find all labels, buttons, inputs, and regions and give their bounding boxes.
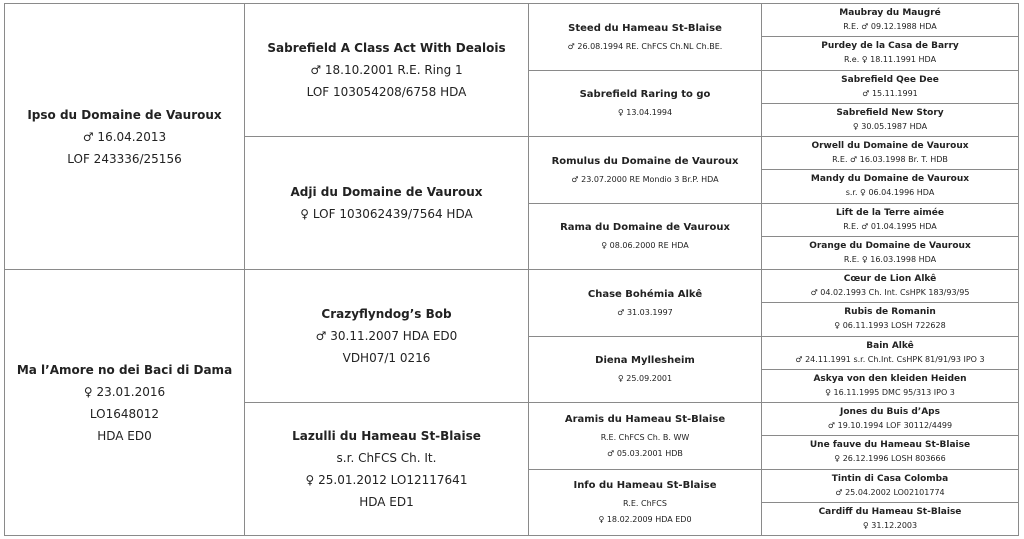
dog-details: ♀ 30.05.1987 HDA [852, 121, 928, 131]
dog-cell-tintin-di-casa-colomba [762, 469, 1019, 502]
pedigree-row [5, 4, 1019, 37]
dog-name: Crazyflyndog’s Bob [321, 307, 452, 321]
dog-details: ♂ 19.10.1994 LOF 30112/4499 [827, 421, 953, 431]
dog-cell-romulus-du-domaine-de-vauroux [529, 137, 762, 204]
dog-name: Steed du Hameau St-Blaise [568, 22, 722, 34]
dog-details: HDA ED0 [97, 428, 152, 443]
dog-name: Cœur de Lion Alkê [843, 274, 937, 285]
dog-cell-rama-du-domaine-de-vauroux [529, 203, 762, 270]
dog-details: ♂ 26.08.1994 RE. ChFCS Ch.NL Ch.BE. [567, 41, 723, 51]
dog-name: Ipso du Domaine de Vauroux [27, 107, 222, 122]
dog-name: Maubray du Maugré [839, 8, 941, 19]
dog-details: ♂ 05.03.2001 HDB [607, 448, 683, 458]
dog-name: Rubis de Romanin [844, 307, 936, 318]
dog-name: Info du Hameau St-Blaise [573, 480, 717, 492]
dog-details: ♀ LOF 103062439/7564 HDA [300, 207, 473, 221]
dog-name: Orwell du Domaine de Vauroux [811, 141, 969, 152]
dog-name: Aramis du Hameau St-Blaise [564, 413, 726, 425]
dog-name: Bain Alkê [866, 340, 914, 351]
dog-cell-steed-du-hameau-st-blaise [529, 4, 762, 71]
dog-cell-aramis-du-hameau-st-blaise [529, 403, 762, 470]
dog-cell-orwell-du-domaine-de-vauroux [762, 137, 1019, 170]
dog-details: ♂ 31.03.1997 [617, 307, 673, 317]
dog-cell-mandy-du-domaine-de-vauroux [762, 170, 1019, 203]
dog-details: s.r. ChFCS Ch. It. [336, 451, 437, 465]
dog-details: VDH07/1 0216 [342, 351, 431, 365]
dog-details: LO1648012 [89, 406, 160, 421]
dog-details: ♀ 26.12.1996 LOSH 803666 [834, 454, 946, 464]
pedigree-table [4, 3, 1019, 536]
dog-details: HDA ED1 [359, 495, 414, 509]
dog-details: ♀ 08.06.2000 RE HDA [601, 241, 689, 251]
dog-details: R.E. ♂ 01.04.1995 HDA [843, 221, 937, 231]
dog-details: ♂ 15.11.1991 [862, 88, 918, 98]
dog-cell-sabrefield-qee-dee [762, 70, 1019, 103]
dog-details: R.E. ChFCS Ch. B. WW [600, 432, 690, 442]
dog-details: R.E. ♀ 16.03.1998 HDA [843, 254, 937, 264]
dog-details: ♀ 31.12.2003 [862, 520, 918, 530]
dog-cell-une-fauve-du-hameau-st-blaise [762, 436, 1019, 469]
dog-cell-orange-du-domaine-de-vauroux [762, 236, 1019, 269]
dog-name: Lift de la Terre aimée [835, 207, 945, 218]
dog-name: Mandy du Domaine de Vauroux [810, 174, 970, 185]
dog-cell-purdey-de-la-casa-de-barry [762, 37, 1019, 70]
dog-cell-diena-myllesheim [529, 336, 762, 403]
dog-name: Adji du Domaine de Vauroux [290, 185, 483, 199]
dog-details: LOF 103054208/6758 HDA [306, 85, 467, 99]
dog-details: ♀ 06.11.1993 LOSH 722628 [834, 321, 946, 331]
dog-name: Sabrefield New Story [836, 107, 944, 118]
dog-details: R.E. ♂ 16.03.1998 Br. T. HDB [832, 155, 948, 165]
dog-cell-jones-du-buis-d-aps [762, 403, 1019, 436]
dog-details: ♀ 18.02.2009 HDA ED0 [598, 515, 692, 525]
dog-name: Chase Bohémia Alkê [587, 288, 703, 300]
dog-name: Cardiff du Hameau St-Blaise [818, 506, 962, 517]
dog-cell-sabrefield-new-story [762, 103, 1019, 136]
dog-name: Lazulli du Hameau St-Blaise [292, 429, 481, 443]
dog-cell-cardiff-du-hameau-st-blaise [762, 502, 1019, 535]
dog-cell-crazyflyndog-s-bob [245, 270, 529, 403]
dog-details: ♀ 16.11.1995 DMC 95/313 IPO 3 [825, 387, 955, 397]
dog-name: Rama du Domaine de Vauroux [560, 222, 730, 234]
dog-name: Sabrefield A Class Act With Dealois [267, 41, 506, 55]
dog-name: Sabrefield Qee Dee [841, 74, 939, 85]
dog-name: Ma l’Amore no dei Baci di Dama [16, 362, 233, 377]
dog-details: ♀ 25.01.2012 LO12117641 [305, 473, 468, 487]
dog-details: ♀ 13.04.1994 [617, 108, 673, 118]
dog-details: ♂ 30.11.2007 HDA ED0 [315, 329, 458, 343]
dog-cell-chase-bohemia-alke [529, 270, 762, 337]
dog-cell-ma-l-amore-no-dei-baci-di-dama [5, 270, 245, 536]
dog-name: Orange du Domaine de Vauroux [809, 240, 971, 251]
dog-cell-rubis-de-romanin [762, 303, 1019, 336]
dog-details: R.e. ♀ 18.11.1991 HDA [843, 55, 937, 65]
dog-cell-info-du-hameau-st-blaise [529, 469, 762, 536]
dog-name: Purdey de la Casa de Barry [821, 41, 959, 52]
dog-name: Diena Myllesheim [595, 355, 695, 367]
dog-name: Sabrefield Raring to go [579, 89, 711, 101]
dog-name: Askya von den kleiden Heiden [813, 373, 967, 384]
dog-cell-maubray-du-maugre [762, 4, 1019, 37]
dog-cell-lazulli-du-hameau-st-blaise [245, 403, 529, 536]
dog-cell-sabrefield-raring-to-go [529, 70, 762, 137]
dog-details: ♀ 23.01.2016 [83, 384, 166, 399]
dog-name: Une fauve du Hameau St-Blaise [809, 440, 971, 451]
dog-details: R.E. ChFCS [623, 499, 667, 509]
dog-details: s.r. ♀ 06.04.1996 HDA [845, 188, 935, 198]
dog-cell-c-ur-de-lion-alke [762, 270, 1019, 303]
dog-details: LOF 243336/25156 [67, 151, 182, 166]
dog-details: ♂ 04.02.1993 Ch. Int. CsHPK 183/93/95 [810, 288, 970, 298]
dog-details: R.E. ♂ 09.12.1988 HDA [843, 22, 937, 32]
dog-details: ♂ 16.04.2013 [82, 129, 167, 144]
dog-details: ♀ 25.09.2001 [617, 374, 673, 384]
dog-cell-adji-du-domaine-de-vauroux [245, 137, 529, 270]
dog-name: Tintin di Casa Colomba [831, 473, 949, 484]
dog-details: ♂ 24.11.1991 s.r. Ch.Int. CsHPK 81/91/93 IPO 3 [795, 354, 985, 364]
dog-cell-askya-von-den-kleiden-heiden [762, 369, 1019, 402]
dog-name: Romulus du Domaine de Vauroux [551, 155, 739, 167]
dog-details: ♂ 25.04.2002 LO02101774 [835, 487, 945, 497]
pedigree-row [5, 270, 1019, 303]
dog-cell-lift-de-la-terre-aimee [762, 203, 1019, 236]
dog-cell-sabrefield-a-class-act-with-dealois [245, 4, 529, 137]
dog-name: Jones du Buis d’Aps [840, 407, 940, 418]
dog-details: ♂ 23.07.2000 RE Mondio 3 Br.P. HDA [571, 174, 719, 184]
dog-cell-bain-alke [762, 336, 1019, 369]
dog-cell-ipso-du-domaine-de-vauroux [5, 4, 245, 270]
dog-details: ♂ 18.10.2001 R.E. Ring 1 [310, 63, 463, 77]
